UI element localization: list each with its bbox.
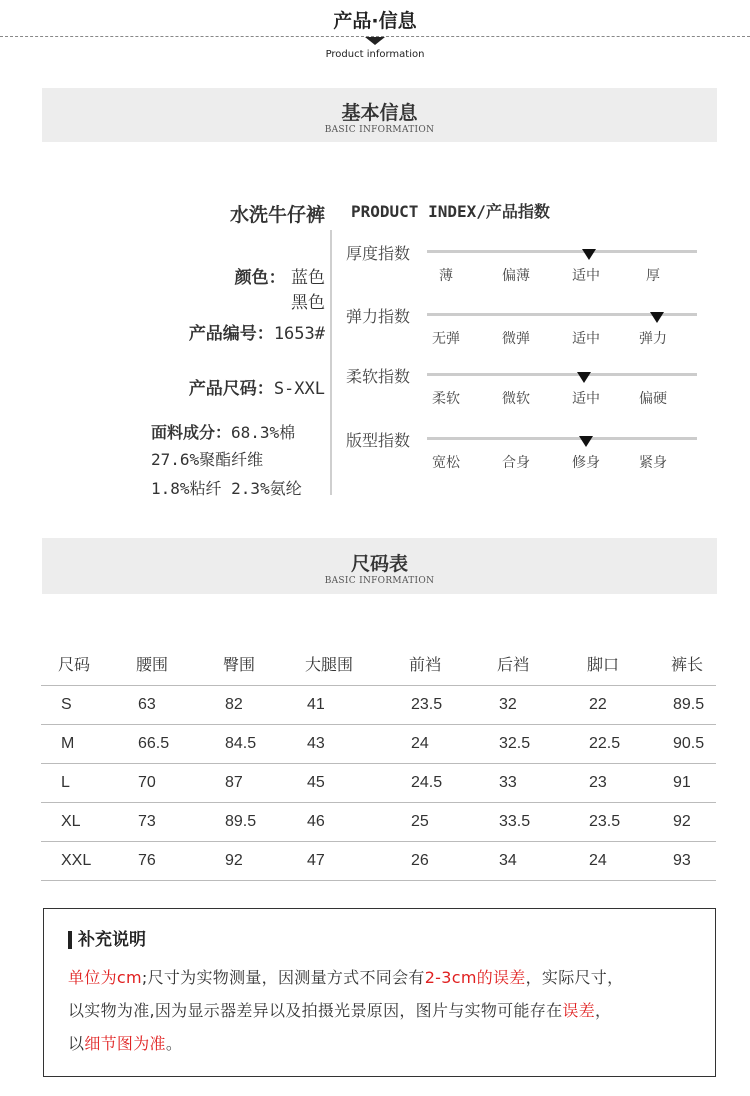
note-text: ， <box>595 1001 612 1020</box>
vertical-divider <box>330 230 332 495</box>
table-cell: 22 <box>587 685 671 724</box>
table-row <box>41 802 716 841</box>
table-header-cell: 腰围 <box>136 643 223 685</box>
note-highlight: 细节图为准 <box>84 1034 166 1053</box>
table-cell: 24 <box>587 841 671 880</box>
table-cell: 25 <box>409 802 497 841</box>
table-cell: 26 <box>409 841 497 880</box>
table-cell: XL <box>41 802 136 841</box>
index-label: 柔软指数 <box>346 367 411 386</box>
table-cell: 92 <box>671 802 716 841</box>
table-cell: 76 <box>136 841 223 880</box>
note-highlight: 2-3cm的误差 <box>424 968 526 987</box>
table-row <box>41 724 716 763</box>
index-marker-icon <box>582 249 596 260</box>
index-option: 微软 <box>502 391 530 407</box>
table-cell: L <box>41 763 136 802</box>
table-row <box>41 685 716 724</box>
product-index-title: PRODUCT INDEX/产品指数 <box>351 202 550 221</box>
table-cell: 23 <box>587 763 671 802</box>
note-title: 补充说明 <box>68 931 146 949</box>
table-header-cell: 裤长 <box>671 643 716 685</box>
table-header-cell: 大腿围 <box>305 643 409 685</box>
fabric-line-1 <box>151 420 295 443</box>
note-line-3 <box>68 1031 182 1054</box>
table-cell: 23.5 <box>409 685 497 724</box>
table-cell: 70 <box>136 763 223 802</box>
table-cell: 63 <box>136 685 223 724</box>
table-header-cell: 后裆 <box>497 643 587 685</box>
index-option: 偏硬 <box>639 391 667 407</box>
index-marker-icon <box>579 436 593 447</box>
basic-info-banner <box>42 88 717 142</box>
index-scale-line <box>427 250 697 253</box>
index-option: 柔软 <box>432 391 460 407</box>
index-option: 偏薄 <box>502 268 530 284</box>
table-cell: 33.5 <box>497 802 587 841</box>
index-option: 薄 <box>439 268 453 284</box>
table-header-row <box>41 643 716 685</box>
product-code <box>189 319 325 344</box>
table-cell: 32 <box>497 685 587 724</box>
size-label: 产品尺码： <box>188 379 274 399</box>
index-scale-line <box>427 373 697 376</box>
banner-subtitle: BASIC INFORMATION <box>324 125 435 135</box>
table-cell: 34 <box>497 841 587 880</box>
banner-title: 基本信息 <box>341 102 418 124</box>
index-scale-line <box>427 437 697 440</box>
note-text: 。 <box>165 1034 183 1053</box>
color-label: 颜色： <box>234 268 286 288</box>
code-value: 1653# <box>273 324 325 344</box>
code-label: 产品编号： <box>188 324 274 344</box>
table-cell: 23.5 <box>587 802 671 841</box>
table-cell: 47 <box>305 841 409 880</box>
table-cell: 32.5 <box>497 724 587 763</box>
note-line-2 <box>68 998 611 1021</box>
table-cell: 66.5 <box>136 724 223 763</box>
index-label: 版型指数 <box>346 431 411 450</box>
table-row <box>41 841 716 880</box>
index-option: 适中 <box>572 268 600 284</box>
index-option: 修身 <box>572 455 600 471</box>
fabric-value-1: 68.3%棉 <box>231 423 296 442</box>
table-cell: 33 <box>497 763 587 802</box>
table-cell: 24.5 <box>409 763 497 802</box>
page-subtitle: Product information <box>325 49 425 60</box>
index-option: 适中 <box>572 331 600 347</box>
table-cell: 73 <box>136 802 223 841</box>
size-value: S-XXL <box>273 379 325 399</box>
table-cell: 41 <box>305 685 409 724</box>
table-header-cell: 脚口 <box>587 643 671 685</box>
index-option: 宽松 <box>432 455 460 471</box>
table-row <box>41 763 716 802</box>
fabric-line-3: 1.8%粘纤 2.3%氨纶 <box>151 479 302 498</box>
table-cell: 91 <box>671 763 716 802</box>
caret-down-icon <box>365 37 385 45</box>
table-header-cell: 前裆 <box>409 643 497 685</box>
table-cell: 89.5 <box>223 802 305 841</box>
page-title: 产品·信息 <box>333 10 417 32</box>
index-marker-icon <box>577 372 591 383</box>
table-cell: 46 <box>305 802 409 841</box>
table-cell: 93 <box>671 841 716 880</box>
index-option: 无弹 <box>432 331 460 347</box>
table-cell: 24 <box>409 724 497 763</box>
table-cell: 90.5 <box>671 724 716 763</box>
index-option: 微弹 <box>502 331 530 347</box>
product-color <box>235 263 325 288</box>
index-option: 弹力 <box>639 331 667 347</box>
fabric-line-2: 27.6%聚酯纤维 <box>151 450 264 469</box>
note-text: ;尺寸为实物测量，因测量方式不同会有 <box>141 968 425 987</box>
table-cell: XXL <box>41 841 136 880</box>
note-text: 以 <box>68 1034 85 1053</box>
table-cell: 84.5 <box>223 724 305 763</box>
color-value-2: 黑色 <box>291 293 325 313</box>
fabric-label: 面料成分： <box>151 423 232 442</box>
index-marker-icon <box>650 312 664 323</box>
index-label: 弹力指数 <box>346 307 411 326</box>
table-cell: 82 <box>223 685 305 724</box>
index-option: 紧身 <box>639 455 667 471</box>
product-name: 水洗牛仔裤 <box>229 204 325 226</box>
table-cell: 43 <box>305 724 409 763</box>
note-highlight: 单位为cm <box>68 968 142 987</box>
index-option: 合身 <box>502 455 530 471</box>
note-text: ，实际尺寸， <box>525 968 624 987</box>
table-cell: M <box>41 724 136 763</box>
table-cell: 22.5 <box>587 724 671 763</box>
note-line-1 <box>68 965 623 988</box>
size-table <box>41 643 716 881</box>
note-highlight: 误差 <box>562 1001 595 1020</box>
table-cell: 92 <box>223 841 305 880</box>
index-option: 适中 <box>572 391 600 407</box>
color-value-1: 蓝色 <box>291 268 325 288</box>
index-label: 厚度指数 <box>346 244 411 263</box>
banner-subtitle: BASIC INFORMATION <box>324 576 435 586</box>
banner-title: 尺码表 <box>350 553 408 575</box>
index-option: 厚 <box>646 268 660 284</box>
table-cell: 89.5 <box>671 685 716 724</box>
product-size <box>189 374 325 399</box>
size-chart-banner <box>42 538 717 594</box>
table-header-cell: 尺码 <box>41 643 136 685</box>
table-header-cell: 臀围 <box>223 643 305 685</box>
note-text: 以实物为准,因为显示器差异以及拍摄光景原因，图片与实物可能存在 <box>68 1001 563 1020</box>
table-cell: 45 <box>305 763 409 802</box>
note-box <box>43 908 716 1077</box>
table-cell: 87 <box>223 763 305 802</box>
table-cell: S <box>41 685 136 724</box>
